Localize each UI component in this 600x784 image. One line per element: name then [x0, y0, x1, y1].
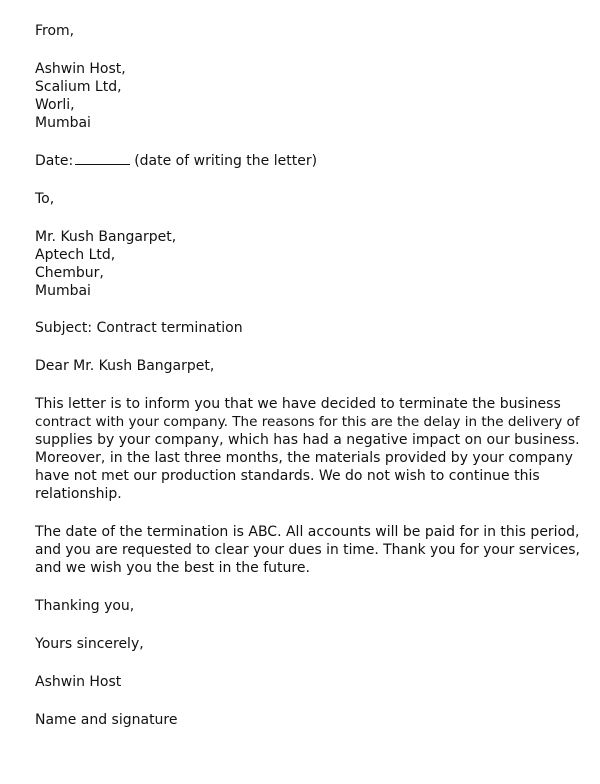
date-line	[35, 151, 575, 170]
body-2-line: and you are requested to clear your dues in time. Thank you for your services,	[35, 542, 580, 558]
sender-area: Worli,	[35, 97, 75, 113]
recipient-company: Aptech Ltd,	[35, 247, 116, 263]
signature-label: Name and signature	[35, 712, 178, 728]
salutation: Dear Mr. Kush Bangarpet,	[35, 358, 215, 374]
body-1-line: Moreover, in the last three months, the materials provided by your company	[35, 450, 573, 466]
date-label: Date:	[35, 153, 74, 169]
sender-name: Ashwin Host,	[35, 61, 126, 77]
recipient-city: Mumbai	[35, 283, 91, 299]
recipient-area: Chembur,	[35, 265, 104, 281]
sender-address	[35, 60, 575, 132]
signer-name: Ashwin Host	[35, 674, 122, 690]
date-blank	[75, 151, 130, 165]
body-2-line: and we wish you the best in the future.	[35, 560, 310, 576]
body-1-line: contract with your company. The reasons for this are the delay in the delivery of	[35, 414, 580, 430]
closing-sincerely: Yours sincerely,	[35, 636, 144, 652]
sender-company: Scalium Ltd,	[35, 79, 122, 95]
recipient-address	[35, 228, 575, 300]
body-2-line: The date of the termination is ABC. All accounts will be paid for in this period,	[35, 524, 580, 540]
body-paragraph-2	[35, 523, 580, 577]
body-1-line: have not met our production standards. We do not wish to continue this	[35, 468, 540, 484]
from-label: From,	[35, 23, 75, 39]
body-1-line: relationship.	[35, 486, 122, 502]
subject-line: Subject: Contract termination	[35, 320, 243, 336]
closing-thanks: Thanking you,	[35, 598, 135, 614]
sender-city: Mumbai	[35, 115, 91, 131]
to-label: To,	[35, 191, 55, 207]
body-1-line: This letter is to inform you that we have decided to terminate the business	[35, 396, 561, 412]
body-paragraph-1	[35, 395, 580, 503]
body-1-line: supplies by your company, which has had a negative impact on our business.	[35, 432, 580, 448]
recipient-name: Mr. Kush Bangarpet,	[35, 229, 177, 245]
letter	[35, 22, 580, 729]
date-note: (date of writing the letter)	[134, 153, 318, 169]
